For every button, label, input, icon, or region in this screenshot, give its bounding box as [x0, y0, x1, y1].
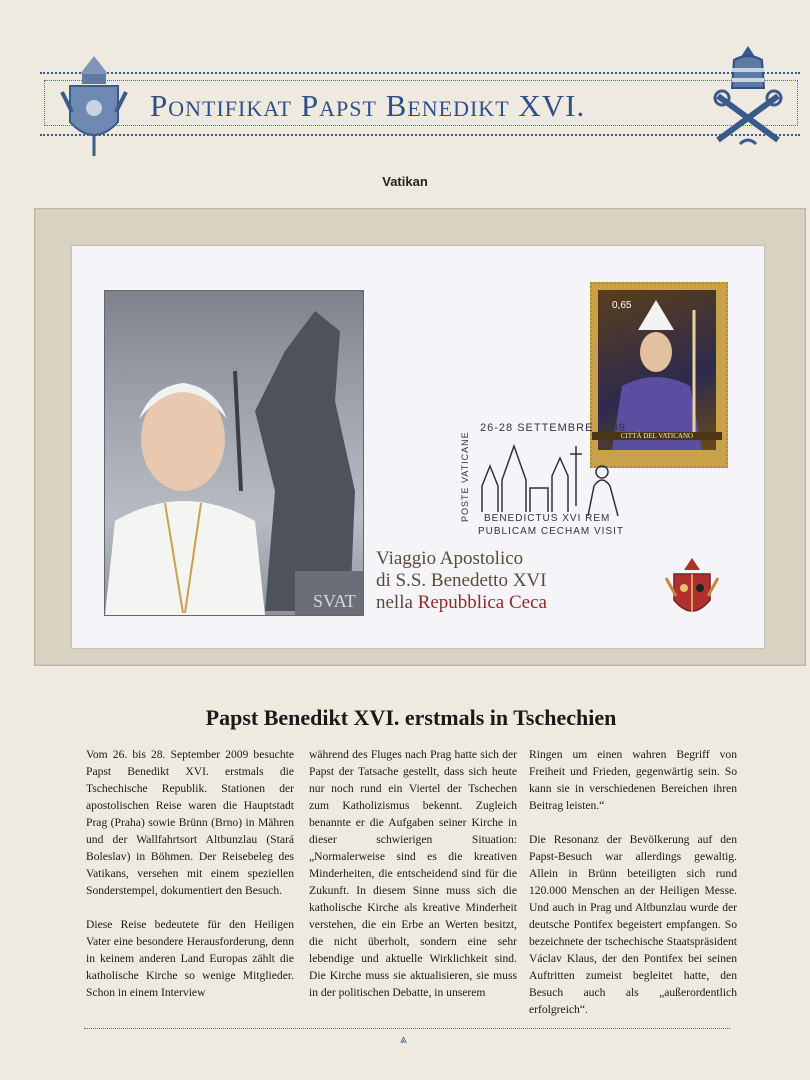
papal-coat-of-arms-icon [56, 52, 132, 162]
postmark-date: 26-28 SETTEMBRE 2009 [480, 422, 626, 434]
article-paragraph: Diese Reise bedeutete für den Heiligen Vater eine besondere Herausforderung, denn in keinem anderen Land Europas zählt die katholische Kirche so wenige Mitglieder. Schon in einem Interview [86, 918, 294, 999]
page-title: Pontifikat Papst Benedikt XVI. [150, 88, 586, 123]
footer-ornament-icon: ⩓ [400, 1032, 407, 1046]
postmark-line-1: BENEDICTUS XVI REM [484, 513, 611, 524]
footer-divider [84, 1028, 730, 1029]
statue-inscription: SVAT [313, 591, 356, 611]
cover-caption-line-2: di S.S. Benedetto XVI [376, 570, 547, 591]
article-column-1 [86, 746, 294, 1018]
article-paragraph: Vom 26. bis 28. September 2009 besuchte Papst Benedikt XVI. erstmals die Tschechische Republik. Stationen der apostolischen Reise waren die Hauptstadt Prag (Praha) sowie Brünn (Brno) in Mähren und der Wallfahrtsort Altbunzlau (Stará Boleslav) in Böhmen. Der Reisebeleg des Vatikans, versehen mit einem speziellen Sonderstempel, dokumentiert den Besuch. [86, 748, 294, 897]
cover-caption-line-1: Viaggio Apostolico [376, 548, 524, 569]
cover-caption [376, 548, 547, 614]
article-paragraph: Die Resonanz der Bevölkerung auf den Papst-Besuch war allerdings gewaltig. Allein in Brünn beteiligten sich rund 120.000 Menschen an der Heiligen Messe. Und auch in Prag und Altbunzlau wurde der deutsche Pontifex begeistert empfangen. So bezeichnete der tschechische Staatspräsident Václav Klaus, der den Pontifex bei seinen Auftritten zumeist begleitet hatte, den Besuch auch als „außerordentlich erfolgreich“. [529, 833, 737, 1016]
article-headline: Papst Benedikt XVI. erstmals in Tschechien [205, 705, 617, 730]
cover-caption-line-3 [376, 592, 547, 614]
stamp-value: 0,65 [612, 300, 632, 311]
postmark-line-2: PUBLICAM CECHAM VISIT [478, 526, 625, 537]
cover-caption-accent: Repubblica Ceca [417, 592, 547, 613]
postmark-cathedral-icon [476, 436, 626, 516]
article-column-3 [529, 746, 737, 1035]
article-paragraph: Ringen um einen wahren Begriff von Freiheit und Frieden, gegenwärtig sein. So kann sie in verschiedenen Bereichen ihren Beitrag leisten.“ [529, 748, 737, 812]
country-label: Vatikan [382, 174, 428, 189]
pope-photo [104, 290, 364, 616]
article-paragraph: während des Fluges nach Prag hatte sich der Papst der Tatsache gestellt, dass sich heute nur noch rund ein Viertel der Tschechen zum Katholizismus bekennt. Zugleich benannte er die Aufgaben seiner Kirche in dieser schwierigen Situation: „Normalerweise sind es die kreativen Minderheiten, die entscheidend sind für die Zukunft. In diesem Sinne muss sich die katholische Kirche als kreative Minderheit verstehen, die ein Erbe an Werten besitzt, die nicht überholt, sondern eine sehr lebendige und aktuelle Wirklichkeit sind. Die Kirche muss sie aktualisieren, sie muss in der politischen Debatte, in unserem [309, 748, 517, 999]
article-column-2 [309, 746, 517, 1018]
stamp-caption: CITTÀ DEL VATICANO [592, 432, 722, 440]
cover-caption-prefix: nella [376, 592, 418, 613]
benedict-coat-of-arms-icon [664, 556, 720, 628]
papal-tiara-keys-icon [710, 44, 786, 154]
postmark-side-text: POSTE VATICANE [460, 431, 470, 522]
